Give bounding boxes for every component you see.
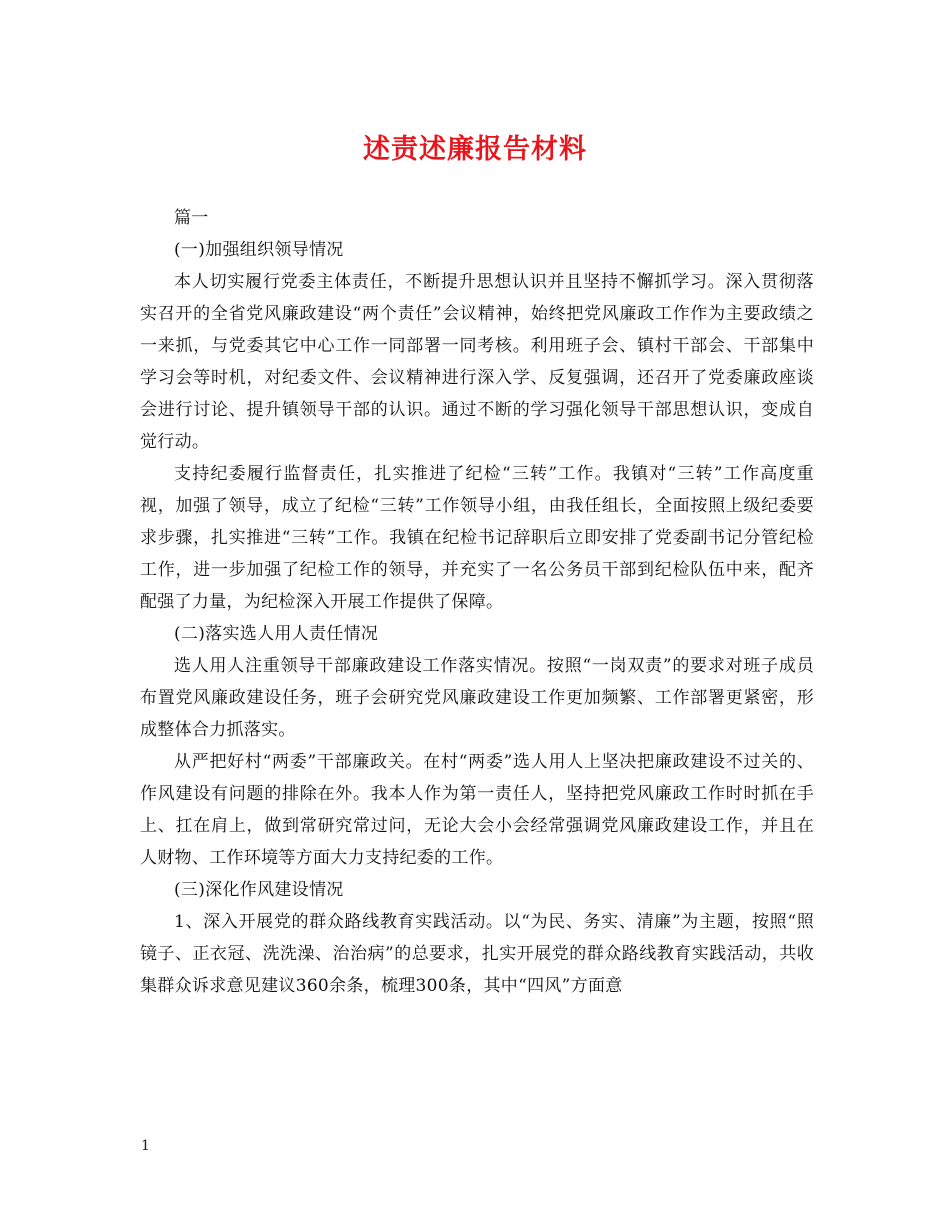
paragraph: 支持纪委履行监督责任，扎实推进了纪检“三转”工作。我镇对“三转”工作高度重视，加强了领导，成立了纪检“三转”工作领导小组，由我任组长，全面按照上级纪委要求步骤，扎实推进“三转”工作。我镇在纪检书记辞职后立即安排了党委副书记分管纪检工作，进一步加强了纪检工作的领导，并充实了一名公务员干部到纪检队伍中来，配齐配强了力量，为纪检深入开展工作提供了保障。 xyxy=(140,464,814,612)
paragraph: 选人用人注重领导干部廉政建设工作落实情况。按照“一岗双责”的要求对班子成员布置党风廉政建设任务，班子会研究党风廉政建设工作更加频繁、工作部署更紧密，形成整体合力抓落实。 xyxy=(140,656,814,740)
section-label: 篇一 xyxy=(174,208,209,228)
document-body xyxy=(140,202,814,1002)
paragraph: 1、深入开展党的群众路线教育实践活动。以“为民、务实、清廉”为主题，按照“照镜子、正衣冠、洗洗澡、治治病”的总要求，扎实开展党的群众路线教育实践活动，共收集群众诉求意见建议360余条，梳理300条，其中“四风”方面意 xyxy=(140,912,814,996)
page-number: 1 xyxy=(141,1138,150,1154)
subheading: (一)加强组织领导情况 xyxy=(174,240,344,260)
document-title: 述责述廉报告材料 xyxy=(363,134,587,165)
subheading: (二)落实选人用人责任情况 xyxy=(174,624,379,644)
subheading: (三)深化作风建设情况 xyxy=(174,880,344,900)
paragraph: 从严把好村“两委”干部廉政关。在村“两委”选人用人上坚决把廉政建设不过关的、作风建设有问题的排除在外。我本人作为第一责任人，坚持把党风廉政工作时时抓在手上、扛在肩上，做到常研究常过问，无论大会小会经常强调党风廉政建设工作，并且在人财物、工作环境等方面大力支持纪委的工作。 xyxy=(140,752,814,868)
paragraph: 本人切实履行党委主体责任，不断提升思想认识并且坚持不懈抓学习。深入贯彻落实召开的全省党风廉政建设“两个责任”会议精神，始终把党风廉政工作作为主要政绩之一来抓，与党委其它中心工作一同部署一同考核。利用班子会、镇村干部会、干部集中学习会等时机，对纪委文件、会议精神进行深入学、反复强调，还召开了党委廉政座谈会进行讨论、提升镇领导干部的认识。通过不断的学习强化领导干部思想认识，变成自觉行动。 xyxy=(140,272,814,452)
